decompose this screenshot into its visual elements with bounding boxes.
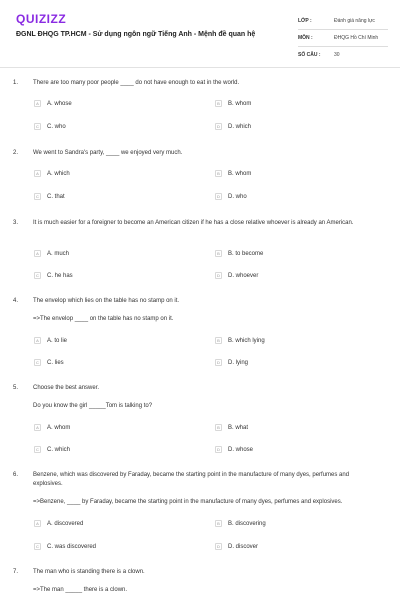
option-label: B. to become <box>228 250 264 257</box>
option-a[interactable] <box>34 520 83 527</box>
option-label: C. he has <box>47 272 73 279</box>
meta-row-count <box>298 47 388 63</box>
option-a[interactable] <box>34 424 70 431</box>
option-letter-badge: A <box>34 170 41 177</box>
question-subtext: Do you know the girl _____Tom is talking to? <box>33 403 153 409</box>
document-header <box>0 0 400 70</box>
meta-value: 30 <box>334 52 340 58</box>
option-label: D. lying <box>228 359 249 366</box>
option-letter-badge: A <box>34 520 41 527</box>
option-letter-badge: C <box>34 446 41 453</box>
question-subtext: =>The envelop ____ on the table has no stamp on it. <box>33 316 174 322</box>
meta-value: ĐHQG Hồ Chí Minh <box>334 35 379 41</box>
question-number: 1. <box>13 80 19 86</box>
question-text: Benzene, which was discovered by Faraday, became the starting point in the manufacture of many dyes, perfumes and explosives. <box>33 472 350 487</box>
option-label: A. whom <box>47 424 71 431</box>
option-label: D. who <box>228 193 247 200</box>
question-subtext: =>Benzene, ____ by Faraday, became the starting point in the manufacture of many dyes, perfumes and explosives. <box>33 499 343 505</box>
question-number: 2. <box>13 150 19 156</box>
question-number: 7. <box>13 569 19 575</box>
option-letter-badge: C <box>34 359 41 366</box>
option-c[interactable] <box>34 543 96 550</box>
option-b[interactable] <box>215 100 251 107</box>
option-label: C. that <box>47 193 65 200</box>
question-number: 3. <box>13 220 19 226</box>
question-text: It is much easier for a foreigner to become an American citizen if he has a close relative whoever is already an American. <box>33 220 354 226</box>
question-number: 5. <box>13 385 19 391</box>
question-text: Choose the best answer. <box>33 385 100 391</box>
meta-key: LỚP : <box>298 18 312 24</box>
option-a[interactable] <box>34 170 70 177</box>
option-label: D. which <box>228 123 252 130</box>
option-c[interactable] <box>34 359 64 366</box>
option-a[interactable] <box>34 337 67 344</box>
option-d[interactable] <box>215 359 248 366</box>
question-subtext: =>The man _____ there is a clown. <box>33 587 128 593</box>
option-letter-badge: D <box>215 543 222 550</box>
meta-table <box>298 13 388 63</box>
option-label: D. whose <box>228 446 254 453</box>
option-label: C. lies <box>47 359 64 366</box>
option-d[interactable] <box>215 543 258 550</box>
option-label: A. which <box>47 170 70 177</box>
option-c[interactable] <box>34 123 66 130</box>
meta-key: SỐ CÂU : <box>298 52 321 58</box>
option-letter-badge: A <box>34 337 41 344</box>
question-text: The man who is standing there is a clown. <box>33 569 145 575</box>
option-label: A. much <box>47 250 70 257</box>
option-letter-badge: D <box>215 193 222 200</box>
option-letter-badge: B <box>215 424 222 431</box>
option-c[interactable] <box>34 193 65 200</box>
option-b[interactable] <box>215 250 263 257</box>
option-b[interactable] <box>215 520 266 527</box>
option-a[interactable] <box>34 250 69 257</box>
option-letter-badge: B <box>215 170 222 177</box>
option-label: B. which lying <box>228 337 265 344</box>
option-label: B. whom <box>228 100 252 107</box>
quizizz-logo: QUIZIZZ <box>16 12 67 26</box>
option-letter-badge: B <box>215 520 222 527</box>
option-label: C. which <box>47 446 71 453</box>
header-divider <box>0 67 400 68</box>
option-letter-badge: D <box>215 272 222 279</box>
option-letter-badge: C <box>34 193 41 200</box>
option-letter-badge: D <box>215 123 222 130</box>
option-letter-badge: C <box>34 272 41 279</box>
question-text: There are too many poor people ____ do not have enough to eat in the world. <box>33 80 240 86</box>
question-number: 6. <box>13 472 19 478</box>
option-letter-badge: C <box>34 543 41 550</box>
question-number: 4. <box>13 298 19 304</box>
option-letter-badge: D <box>215 446 222 453</box>
meta-row-subject <box>298 30 388 46</box>
option-c[interactable] <box>34 272 73 279</box>
option-label: B. discovering <box>228 520 266 527</box>
option-letter-badge: A <box>34 250 41 257</box>
option-d[interactable] <box>215 123 251 130</box>
option-d[interactable] <box>215 193 247 200</box>
option-b[interactable] <box>215 170 251 177</box>
option-label: C. was discovered <box>47 543 97 550</box>
document-title: ĐGNL ĐHQG TP.HCM - Sử dụng ngôn ngữ Tiếng Anh - Mệnh đề quan hệ <box>16 31 256 38</box>
option-a[interactable] <box>34 100 72 107</box>
question-text: We went to Sandra's party, ____ we enjoyed very much. <box>33 150 183 156</box>
option-label: D. whoever <box>228 272 259 279</box>
option-label: C. who <box>47 123 66 130</box>
option-label: A. whose <box>47 100 72 107</box>
meta-key: MÔN : <box>298 35 313 41</box>
option-letter-badge: C <box>34 123 41 130</box>
option-d[interactable] <box>215 272 258 279</box>
option-letter-badge: B <box>215 250 222 257</box>
option-label: A. to lie <box>47 337 68 344</box>
option-letter-badge: A <box>34 100 41 107</box>
option-label: A. discovered <box>47 520 84 527</box>
option-label: B. whom <box>228 170 252 177</box>
option-b[interactable] <box>215 337 265 344</box>
meta-row-class <box>298 13 388 29</box>
option-letter-badge: A <box>34 424 41 431</box>
option-letter-badge: B <box>215 100 222 107</box>
option-letter-badge: B <box>215 337 222 344</box>
option-label: D. discover <box>228 543 259 550</box>
option-c[interactable] <box>34 446 70 453</box>
option-label: B. what <box>228 424 249 431</box>
question-text: The envelop which lies on the table has no stamp on it. <box>33 298 180 304</box>
option-d[interactable] <box>215 446 253 453</box>
meta-value: Đánh giá năng lực <box>334 18 375 24</box>
option-letter-badge: D <box>215 359 222 366</box>
option-b[interactable] <box>215 424 248 431</box>
